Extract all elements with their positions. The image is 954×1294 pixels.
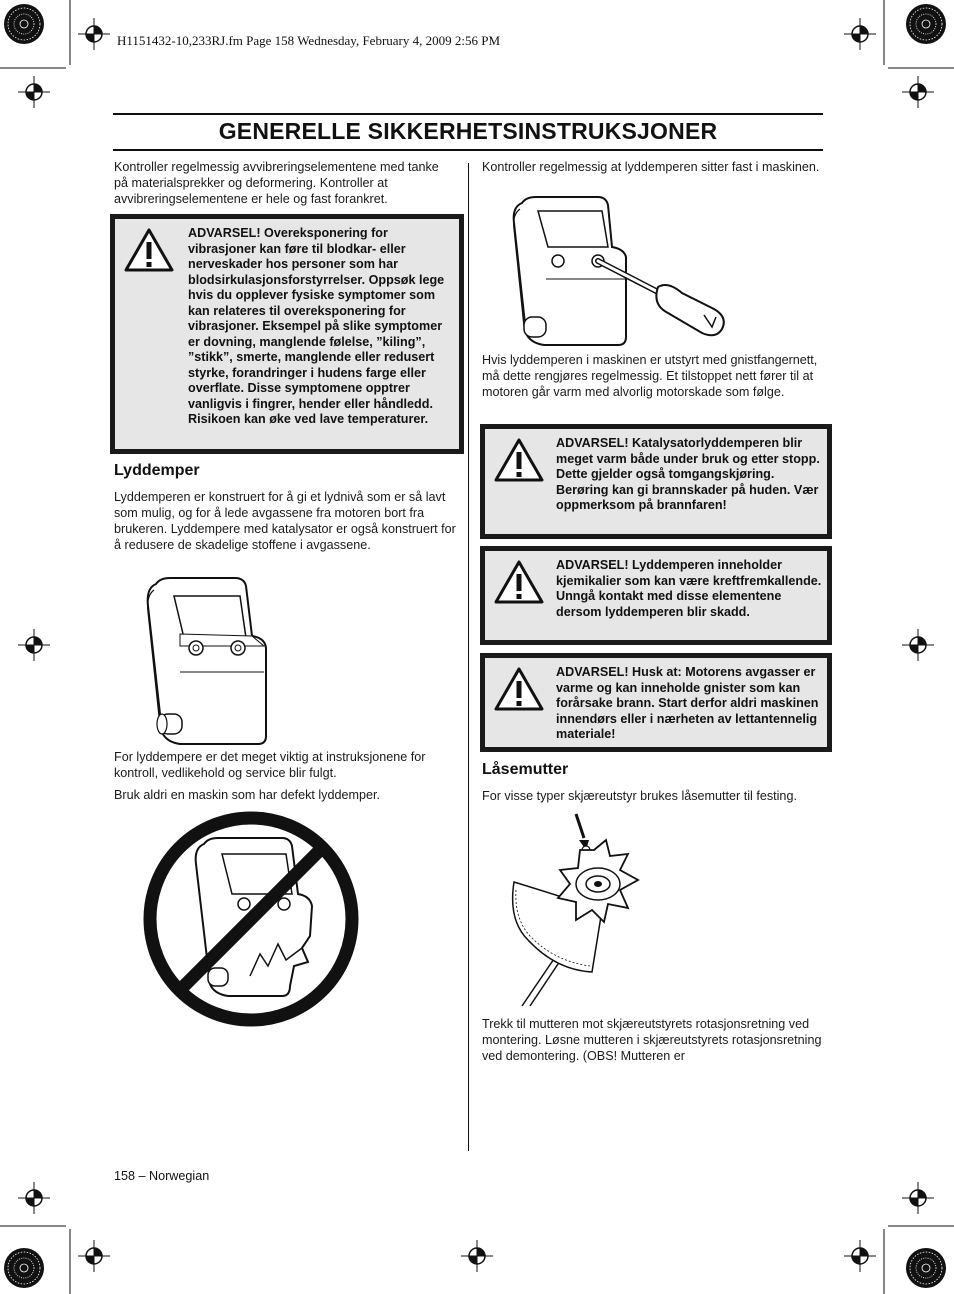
muffler-screwdriver-illustration bbox=[508, 195, 728, 347]
page-title: GENERELLE SIKKERHETSINSTRUKSJONER bbox=[218, 118, 718, 144]
warning-box-sparks bbox=[480, 653, 832, 752]
locknut-paragraph: For visse typer skjæreutstyr brukes låsemutter til festing. bbox=[482, 789, 797, 803]
warning-text-sparks: ADVARSEL! Husk at: Motorens avgasser er varme og kan inneholde gnister som kan forårsake brann. Start derfor aldri maskinen innendørs eller i nærheten av lettantennelig materiale! bbox=[556, 665, 819, 741]
section-heading-locknut: Låsemutter bbox=[482, 761, 569, 778]
intro-paragraph: Kontroller regelmessig avvibreringselementene med tanke på materialsprekker og deformering. Kontroller at avvibreringselementene er hele og fast forankret. bbox=[114, 160, 439, 206]
section-heading-muffler: Lyddemper bbox=[114, 462, 200, 479]
muffler-paragraph: Lyddemperen er konstruert for å gi et lydnivå som er så lavt som mulig, og for å lede avgassene fra motoren bort fra brukeren. Lyddempere med katalysator er også konstruert for å redusere de skadelige stoffene i avgassene. bbox=[114, 490, 456, 552]
muffler-defect-paragraph: Bruk aldri en maskin som har defekt lyddemper. bbox=[114, 788, 380, 802]
warning-triangle-icon bbox=[493, 437, 545, 483]
warning-triangle-icon bbox=[493, 666, 545, 712]
spark-screen-paragraph: Hvis lyddemperen i maskinen er utstyrt med gnistfangernett, må dette rengjøres regelmessig. Et tilstoppet nett fører til at motoren går varm med alvorlig motorskade som følge. bbox=[482, 353, 818, 399]
warning-text-chemicals: ADVARSEL! Lyddemperen inneholder kjemikalier som kan være kreftfremkallende. Unngå kontakt med disse elementene dersom lyddemperen blir skadd. bbox=[556, 558, 822, 619]
title-rule-top bbox=[113, 113, 823, 115]
warning-text-vibration: ADVARSEL! Overeksponering for vibrasjoner kan føre til blodkar- eller nerveskader hos personer som har blodsirkulasjonsforstyrrelser. Oppsøk lege hvis du opplever fysiske symptomer som kan relateres til overeksponering for vibrasjoner. Eksempel på slike symptomer er dovning, manglende følelse, ”kiling”, ”stikk”, smerte, manglende eller redusert styrke, forandringer i hudens farge eller overflate. Disse symptomene opptrer vanligvis i fingrer, hender eller håndledd. Risikoen kan øke ved lave temperaturer. bbox=[188, 226, 445, 426]
warning-text-hot-muffler: ADVARSEL! Katalysatorlyddemperen blir meget varm både under bruk og etter stopp. Dette gjelder også tomgangskjøring. Berøring kan gi brannskader på huden. Vær oppmerksom på brannfaren! bbox=[556, 436, 820, 512]
page-number-footer: 158 – Norwegian bbox=[114, 1169, 210, 1183]
title-rule-bottom bbox=[113, 149, 823, 151]
print-header-line: H1151432-10,233RJ.fm Page 158 Wednesday, February 4, 2009 2:56 PM bbox=[117, 33, 501, 48]
warning-box-hot-muffler bbox=[480, 424, 832, 539]
muffler-illustration bbox=[140, 576, 270, 746]
column-divider bbox=[468, 163, 469, 1151]
warning-box-chemicals bbox=[480, 546, 832, 645]
warning-box-vibration bbox=[110, 214, 464, 454]
warning-triangle-icon bbox=[123, 227, 175, 273]
tighten-nut-paragraph: Trekk til mutteren mot skjæreutstyrets rotasjonsretning ved montering. Løsne mutteren i skjæreutstyrets rotasjonsretning ved demontering. (OBS! Mutteren er bbox=[482, 1017, 822, 1063]
warning-triangle-icon bbox=[493, 559, 545, 605]
locknut-trimmer-head-illustration bbox=[506, 810, 656, 1010]
muffler-instructions-paragraph: For lyddempere er det meget viktig at instruksjonene for kontroll, vedlikehold og service blir fulgt. bbox=[114, 750, 426, 780]
check-muffler-paragraph: Kontroller regelmessig at lyddemperen sitter fast i maskinen. bbox=[482, 160, 820, 174]
prohibited-damaged-muffler-illustration bbox=[140, 808, 362, 1030]
